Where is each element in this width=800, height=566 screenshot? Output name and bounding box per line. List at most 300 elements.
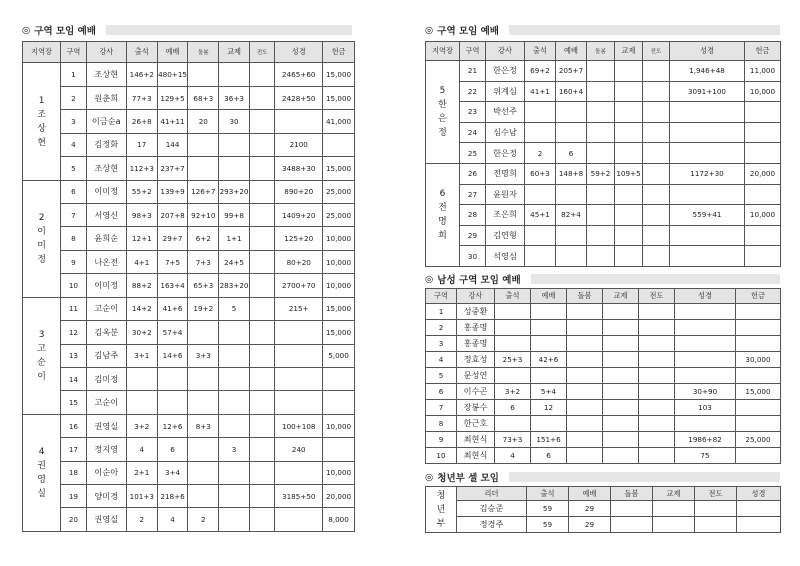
data-cell: 36+3 [219, 86, 250, 109]
data-cell [587, 205, 615, 226]
data-cell [643, 246, 670, 267]
column-header: 예배 [569, 487, 611, 501]
table-row [23, 133, 355, 156]
left-section-title [22, 22, 352, 38]
teacher-cell: 김정화 [86, 133, 126, 156]
data-cell: 218+6 [157, 485, 188, 508]
data-cell [603, 303, 639, 319]
teacher-cell: 김미정 [86, 367, 126, 390]
data-cell [675, 319, 736, 335]
data-cell [603, 335, 639, 351]
data-cell [219, 157, 250, 180]
data-cell: 99+8 [219, 204, 250, 227]
table-row [23, 180, 355, 203]
data-cell: 12+1 [126, 227, 157, 250]
region-leader-char: 권 [37, 460, 46, 471]
region-leader-cell [23, 180, 61, 297]
column-header: 출석 [495, 289, 531, 304]
data-cell: 11,000 [745, 60, 781, 81]
teacher-cell: 이미정 [86, 274, 126, 297]
data-cell [670, 102, 745, 123]
teacher-cell: 위계심 [486, 81, 525, 102]
data-cell [736, 367, 781, 383]
data-cell: 1986+82 [675, 431, 736, 447]
data-cell [675, 415, 736, 431]
column-header: 구역 [460, 42, 486, 61]
region-leader-cell [23, 297, 61, 414]
region-leader-char: 명 [438, 216, 447, 227]
data-cell [675, 303, 736, 319]
data-cell: 8+3 [188, 414, 219, 437]
table-row [23, 110, 355, 133]
data-cell [556, 184, 587, 205]
data-cell [611, 501, 653, 517]
region-leader-char: 고 [37, 343, 46, 354]
column-header: 돌봄 [611, 487, 653, 501]
data-cell: 13 [61, 344, 86, 367]
data-cell [525, 102, 556, 123]
data-cell: 10 [426, 447, 457, 463]
data-cell [567, 319, 603, 335]
column-header: 헌금 [745, 42, 781, 61]
data-cell [611, 517, 653, 533]
men-section-title-text: 남성 구역 모임 예배 [437, 275, 521, 286]
data-cell [249, 414, 274, 437]
teacher-cell: 김남주 [86, 344, 126, 367]
data-cell: 2465+60 [275, 63, 323, 86]
youth-section-title-text: 청년부 셀 모임 [437, 473, 499, 484]
data-cell [126, 367, 157, 390]
data-cell [249, 508, 274, 532]
data-cell [188, 157, 219, 180]
circle-dot-icon: ◎ [425, 24, 434, 36]
data-cell [495, 415, 531, 431]
data-cell: 2 [61, 86, 86, 109]
region-leader-cell [426, 163, 460, 266]
data-cell [531, 415, 567, 431]
table-row [23, 391, 355, 414]
leader-cell: 김승준 [457, 501, 527, 517]
region-leader-char: 정 [438, 127, 447, 138]
table-row [426, 163, 781, 184]
data-cell: 57+4 [157, 321, 188, 344]
data-cell: 14+6 [157, 344, 188, 367]
region-leader-char: 상 [37, 123, 46, 134]
header-row [426, 42, 781, 61]
column-header: 헌금 [736, 289, 781, 304]
data-cell: 151+6 [531, 431, 567, 447]
data-cell: 41+6 [157, 297, 188, 320]
data-cell: 15,000 [323, 86, 355, 109]
data-cell: 237+7 [157, 157, 188, 180]
table-row [23, 344, 355, 367]
data-cell: 30,000 [736, 351, 781, 367]
column-header: 돌봄 [567, 289, 603, 304]
teacher-cell: 윤희순 [86, 227, 126, 250]
data-cell: 5 [219, 297, 250, 320]
column-header: 전도 [643, 42, 670, 61]
region-leader-char: 미 [37, 240, 46, 251]
data-cell [737, 501, 781, 517]
data-cell: 7 [61, 204, 86, 227]
column-header: 돌봄 [188, 42, 219, 63]
data-cell: 3+2 [495, 383, 531, 399]
data-cell: 6 [556, 143, 587, 164]
data-cell: 12 [531, 399, 567, 415]
data-cell [323, 391, 355, 414]
teacher-cell: 서영신 [86, 204, 126, 227]
table-row [23, 367, 355, 390]
data-cell [567, 303, 603, 319]
right-section-title-text: 구역 모임 예배 [437, 26, 499, 37]
data-cell: 4+1 [126, 250, 157, 273]
data-cell [249, 485, 274, 508]
column-header: 성경 [737, 487, 781, 501]
region-leader-char: 은 [438, 113, 447, 124]
data-cell [323, 133, 355, 156]
data-cell [157, 391, 188, 414]
data-cell: 42+6 [531, 351, 567, 367]
data-cell: 14 [61, 367, 86, 390]
column-header: 지역장 [426, 42, 460, 61]
column-header: 강사 [457, 289, 495, 304]
data-cell: 3091+100 [670, 81, 745, 102]
data-cell [249, 86, 274, 109]
data-cell [603, 383, 639, 399]
data-cell: 6 [495, 399, 531, 415]
region-leader-char: 6 [439, 188, 446, 199]
data-cell [643, 143, 670, 164]
data-cell: 30+90 [675, 383, 736, 399]
data-cell [525, 246, 556, 267]
title-bar [106, 25, 352, 35]
data-cell: 3+2 [126, 414, 157, 437]
data-cell: 103 [675, 399, 736, 415]
data-cell [249, 227, 274, 250]
data-cell [188, 133, 219, 156]
data-cell [275, 508, 323, 532]
data-cell [495, 335, 531, 351]
data-cell: 28 [460, 205, 486, 226]
data-cell [745, 122, 781, 143]
table-row [426, 431, 781, 447]
table-row [23, 250, 355, 273]
data-cell [249, 204, 274, 227]
data-cell: 146+2 [126, 63, 157, 86]
data-cell: 26 [460, 163, 486, 184]
data-cell [275, 110, 323, 133]
circle-dot-icon: ◎ [425, 273, 434, 285]
data-cell: 101+3 [126, 485, 157, 508]
table-row [426, 205, 781, 226]
data-cell [587, 102, 615, 123]
data-cell: 5,000 [323, 344, 355, 367]
table-row [426, 143, 781, 164]
data-cell: 3+1 [126, 344, 157, 367]
data-cell [736, 415, 781, 431]
data-cell [219, 367, 250, 390]
data-cell [639, 399, 675, 415]
region-leader-char: 영 [37, 474, 46, 485]
data-cell [639, 351, 675, 367]
data-cell [670, 184, 745, 205]
column-header: 출석 [525, 42, 556, 61]
table-row [23, 508, 355, 532]
data-cell: 8 [426, 415, 457, 431]
leader-cell: 정경주 [457, 517, 527, 533]
data-cell [525, 225, 556, 246]
data-cell: 4 [126, 438, 157, 461]
data-cell [323, 438, 355, 461]
data-cell [736, 335, 781, 351]
data-cell: 12+6 [157, 414, 188, 437]
data-cell: 20,000 [323, 485, 355, 508]
data-cell [556, 225, 587, 246]
data-cell: 75 [675, 447, 736, 463]
data-cell [615, 102, 643, 123]
data-cell: 100+108 [275, 414, 323, 437]
data-cell [615, 246, 643, 267]
data-cell: 160+4 [556, 81, 587, 102]
data-cell: 15 [61, 391, 86, 414]
data-cell [188, 485, 219, 508]
column-header: 교제 [653, 487, 695, 501]
data-cell [615, 184, 643, 205]
data-cell: 10,000 [323, 274, 355, 297]
table-row [23, 274, 355, 297]
data-cell [567, 399, 603, 415]
data-cell [675, 335, 736, 351]
data-cell: 3488+30 [275, 157, 323, 180]
table-row [426, 517, 781, 533]
data-cell: 25+3 [495, 351, 531, 367]
column-header: 성경 [670, 42, 745, 61]
region-leader-char: 부 [436, 518, 446, 529]
data-cell [643, 225, 670, 246]
data-cell: 4 [426, 351, 457, 367]
data-cell [495, 319, 531, 335]
data-cell [639, 319, 675, 335]
data-cell [188, 438, 219, 461]
data-cell: 4 [61, 133, 86, 156]
table-row [426, 351, 781, 367]
data-cell: 80+20 [275, 250, 323, 273]
data-cell [587, 81, 615, 102]
data-cell: 2700+70 [275, 274, 323, 297]
data-cell [275, 391, 323, 414]
data-cell: 7 [426, 399, 457, 415]
teacher-cell: 원춘희 [86, 86, 126, 109]
data-cell: 15,000 [323, 63, 355, 86]
data-cell [745, 102, 781, 123]
data-cell: 148+8 [556, 163, 587, 184]
data-cell: 15,000 [323, 321, 355, 344]
data-cell: 88+2 [126, 274, 157, 297]
region-leader-char: 한 [438, 99, 447, 110]
region-leader-char: 희 [438, 230, 447, 241]
data-cell [670, 143, 745, 164]
data-cell: 890+20 [275, 180, 323, 203]
data-cell: 8,000 [323, 508, 355, 532]
data-cell [531, 367, 567, 383]
table-row [426, 501, 781, 517]
data-cell [531, 335, 567, 351]
data-cell [249, 157, 274, 180]
data-cell [531, 303, 567, 319]
data-cell: 26+8 [126, 110, 157, 133]
title-bar [509, 472, 780, 482]
data-cell: 20 [188, 110, 219, 133]
data-cell: 25,000 [736, 431, 781, 447]
data-cell [615, 81, 643, 102]
data-cell: 1,946+48 [670, 60, 745, 81]
column-header: 지역장 [23, 42, 61, 63]
table-row [23, 204, 355, 227]
data-cell [249, 391, 274, 414]
teacher-cell: 홍종명 [457, 319, 495, 335]
header-row [426, 289, 781, 304]
data-cell [219, 321, 250, 344]
data-cell [249, 274, 274, 297]
youth-cell-table [425, 486, 781, 533]
data-cell [567, 447, 603, 463]
teacher-cell: 나온전 [86, 250, 126, 273]
data-cell: 24 [460, 122, 486, 143]
table-row [23, 321, 355, 344]
data-cell [249, 321, 274, 344]
data-cell [188, 461, 219, 484]
region-leader-char: 전 [438, 202, 447, 213]
data-cell [567, 431, 603, 447]
region-leader-cell [23, 414, 61, 531]
data-cell [745, 225, 781, 246]
region-leader-char: 조 [37, 109, 46, 120]
data-cell [675, 351, 736, 367]
right-attendance-table [425, 41, 781, 267]
data-cell: 10,000 [745, 205, 781, 226]
table-row [23, 414, 355, 437]
table-row [426, 415, 781, 431]
data-cell: 9 [61, 250, 86, 273]
data-cell [495, 367, 531, 383]
data-cell: 17 [61, 438, 86, 461]
column-header: 출석 [527, 487, 569, 501]
teacher-cell: 권영실 [86, 508, 126, 532]
data-cell: 29 [569, 517, 611, 533]
data-cell [249, 461, 274, 484]
data-cell: 29 [460, 225, 486, 246]
data-cell [603, 399, 639, 415]
header-row [23, 42, 355, 63]
data-cell: 92+10 [188, 204, 219, 227]
data-cell: 18 [61, 461, 86, 484]
teacher-cell: 문성연 [457, 367, 495, 383]
data-cell: 139+9 [157, 180, 188, 203]
circle-dot-icon: ◎ [22, 24, 31, 36]
teacher-cell: 최현식 [457, 431, 495, 447]
data-cell: 77+3 [126, 86, 157, 109]
data-cell: 25,000 [323, 204, 355, 227]
data-cell [249, 344, 274, 367]
region-leader-cell [426, 487, 457, 533]
data-cell: 5+4 [531, 383, 567, 399]
data-cell: 126+7 [188, 180, 219, 203]
data-cell: 207+8 [157, 204, 188, 227]
data-cell: 10,000 [745, 81, 781, 102]
data-cell [587, 225, 615, 246]
table-row [426, 447, 781, 463]
column-header: 교제 [219, 42, 250, 63]
data-cell [639, 431, 675, 447]
data-cell [525, 184, 556, 205]
data-cell [567, 335, 603, 351]
men-attendance-table [425, 288, 781, 464]
data-cell: 20 [61, 508, 86, 532]
data-cell [249, 180, 274, 203]
data-cell: 59 [527, 517, 569, 533]
data-cell: 559+41 [670, 205, 745, 226]
teacher-cell: 장봉수 [457, 399, 495, 415]
data-cell: 41+11 [157, 110, 188, 133]
region-leader-char: 정 [37, 254, 46, 265]
data-cell [587, 246, 615, 267]
data-cell: 3+3 [188, 344, 219, 367]
column-header: 성경 [675, 289, 736, 304]
data-cell [736, 319, 781, 335]
table-row [426, 303, 781, 319]
data-cell [249, 367, 274, 390]
column-header: 강사 [486, 42, 525, 61]
data-cell [643, 81, 670, 102]
teacher-cell: 김연형 [486, 225, 525, 246]
data-cell [615, 122, 643, 143]
data-cell: 30 [460, 246, 486, 267]
data-cell [653, 517, 695, 533]
data-cell: 41,000 [323, 110, 355, 133]
data-cell: 1 [61, 63, 86, 86]
column-header: 리더 [457, 487, 527, 501]
data-cell: 3185+50 [275, 485, 323, 508]
data-cell: 24+5 [219, 250, 250, 273]
circle-dot-icon: ◎ [425, 471, 434, 483]
teacher-cell: 홍종명 [457, 335, 495, 351]
column-header: 구역 [61, 42, 86, 63]
data-cell [615, 225, 643, 246]
data-cell [643, 60, 670, 81]
teacher-cell: 고순이 [86, 391, 126, 414]
youth-section-title [425, 469, 780, 485]
table-row [426, 184, 781, 205]
data-cell [587, 184, 615, 205]
table-row [23, 461, 355, 484]
data-cell: 30+2 [126, 321, 157, 344]
column-header: 예배 [556, 42, 587, 61]
data-cell [525, 122, 556, 143]
data-cell [675, 367, 736, 383]
data-cell [643, 205, 670, 226]
data-cell [219, 508, 250, 532]
data-cell: 20,000 [745, 163, 781, 184]
data-cell [567, 367, 603, 383]
data-cell [249, 63, 274, 86]
data-cell [275, 321, 323, 344]
region-leader-char: 청 [436, 490, 446, 501]
teacher-cell: 박선주 [486, 102, 525, 123]
teacher-cell: 조상현 [86, 63, 126, 86]
data-cell: 109+5 [615, 163, 643, 184]
data-cell [736, 399, 781, 415]
data-cell: 73+3 [495, 431, 531, 447]
